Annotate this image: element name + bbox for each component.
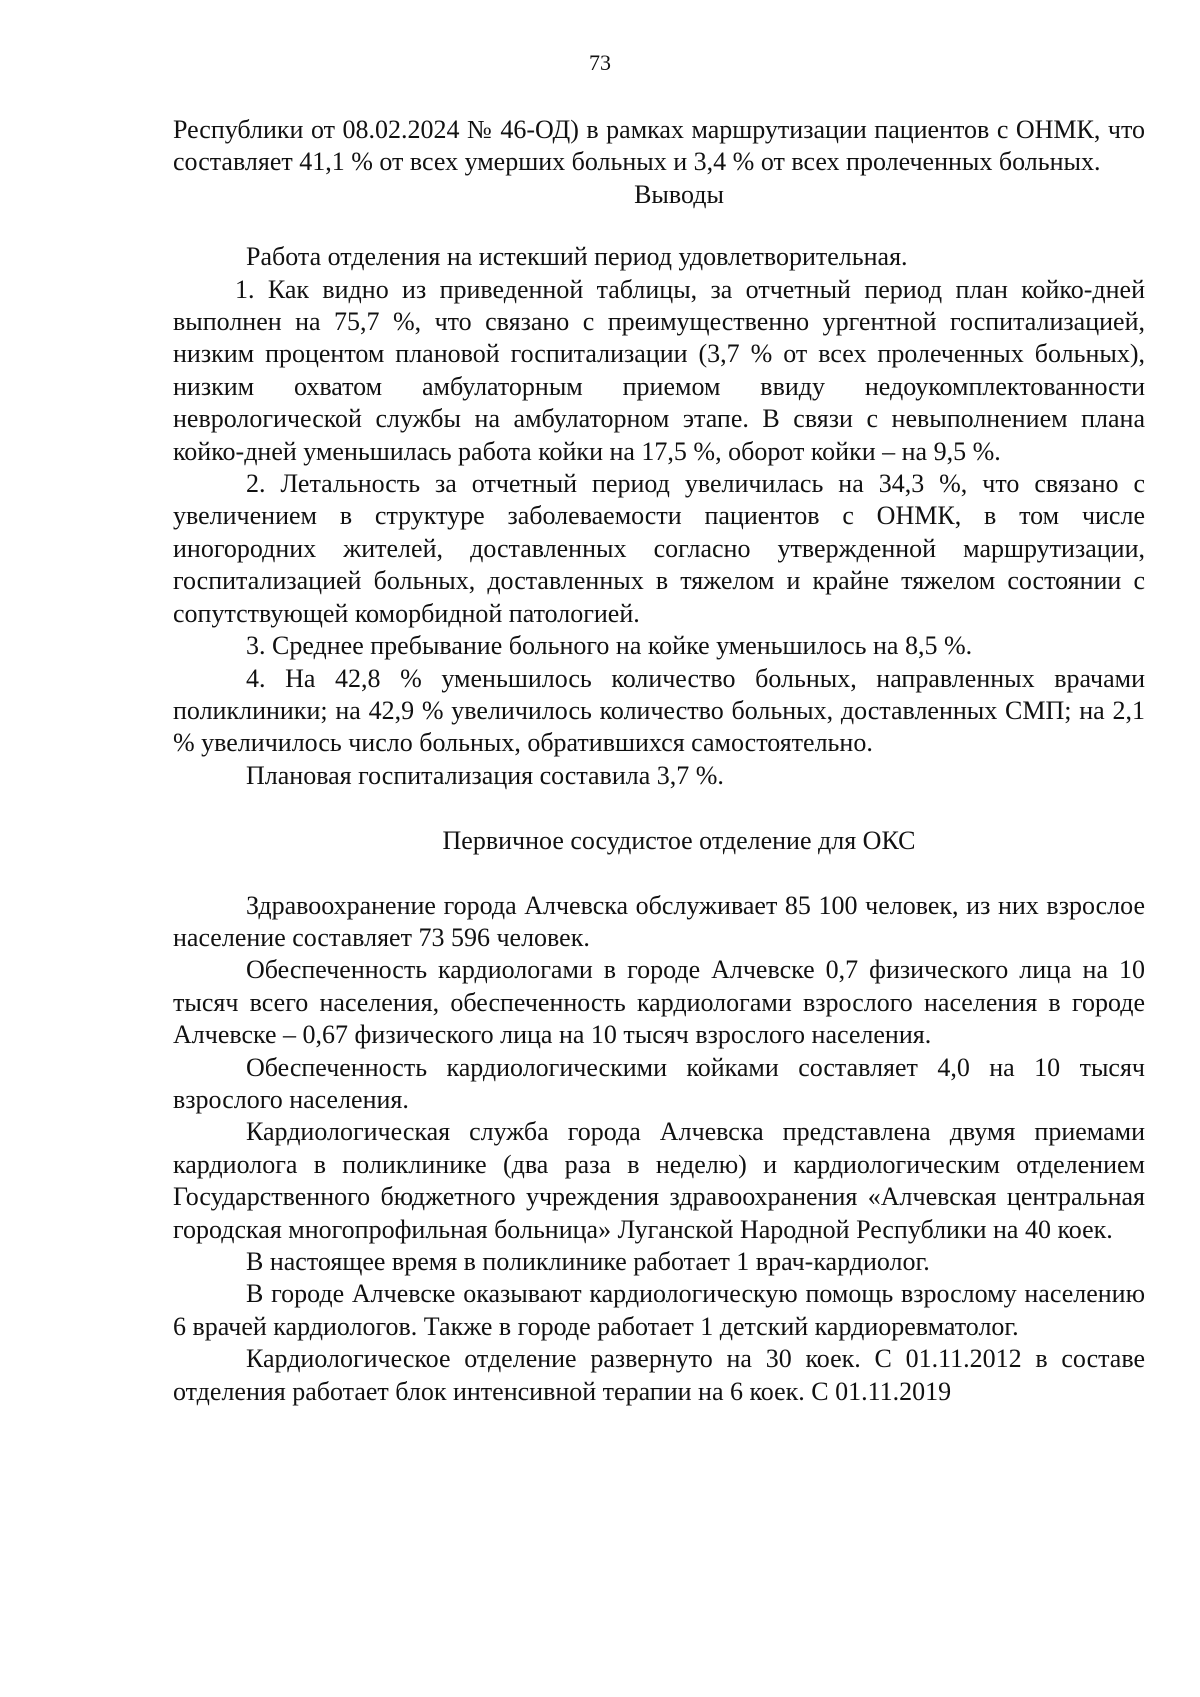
conclusion-planned: Плановая госпитализация составила 3,7 %. [246, 760, 724, 790]
oks-paragraph-population: Здравоохранение города Алчевска обслуживает 85 100 человек, из них взрослое население составляет 73 596 человек. [173, 890, 1145, 952]
conclusion-item-1: 1. Как видно из приведенной таблицы, за отчетный период план койко-дней выполнен на 75,7 %, что связано с преимущественно ургентной госпитализацией, низким процентом плановой госпитализации (3,7 % от всех пролеченных больных), низким охватом амбулаторным приемом ввиду недоукомплектованности неврологической службы на амбулаторном этапе. В связи с невыполнением плана койко-дней уменьшилась работа койки на 17,5 %, оборот койки – на 9,5 %. [173, 274, 1145, 466]
heading-oks: Первичное сосудистое отделение для ОКС [442, 826, 916, 856]
conclusion-intro: Работа отделения на истекший период удовлетворительная. [246, 242, 908, 272]
oks-paragraph-polyclinic: В настоящее время в поликлинике работает 1 врач-кардиолог. [246, 1247, 930, 1276]
oks-paragraph-beds: Обеспеченность кардиологическими койками составляет 4,0 на 10 тысяч взрослого населения. [173, 1052, 1145, 1114]
conclusion-item-4: 4. На 42,8 % уменьшилось количество больных, направленных врачами поликлиники; на 42,9 % увеличилось количество больных, доставленных СМП; на 2,1 % увеличилось число больных, обратившихся самостоятельно. [173, 663, 1145, 758]
oks-paragraph-department: Кардиологическое отделение развернуто на 30 коек. С 01.11.2012 в составе отделения работает блок интенсивной терапии на 6 коек. С 01.11.2019 [173, 1344, 1145, 1406]
document-body [173, 114, 1145, 1408]
paragraph-continuation: Республики от 08.02.2024 № 46-ОД) в рамках маршрутизации пациентов с ОНМК, что составляет 41,1 % от всех умерших больных и 3,4 % от всех пролеченных больных. [173, 115, 1145, 177]
oks-paragraph-cardiologists: Обеспеченность кардиологами в городе Алчевске 0,7 физического лица на 10 тысяч всего населения, обеспеченность кардиологами взрослого населения в городе Алчевске – 0,67 физического лица на 10 тысяч взрослого населения. [173, 955, 1145, 1050]
page-number: 73 [589, 50, 611, 75]
conclusion-item-2: 2. Летальность за отчетный период увеличилась на 34,3 %, что связано с увеличением в структуре заболеваемости пациентов с ОНМК, в том числе иногородних жителей, доставленных согласно утвержденной маршрутизации, госпитализацией больных, доставленных в тяжелом и крайне тяжелом состоянии с сопутствующей коморбидной патологией. [173, 469, 1145, 628]
oks-paragraph-doctors: В городе Алчевске оказывают кардиологическую помощь взрослому населению 6 врачей кардиологов. Также в городе работает 1 детский кардиоревматолог. [173, 1279, 1145, 1341]
heading-conclusions: Выводы [634, 179, 724, 209]
oks-paragraph-service: Кардиологическая служба города Алчевска представлена двумя приемами кардиолога в поликлинике (два раза в неделю) и кардиологическим отделением Государственного бюджетного учреждения здравоохранения «Алчевская центральная городская многопрофильная больница» Луганской Народной Республики на 40 коек. [173, 1117, 1145, 1244]
conclusion-item-3: 3. Среднее пребывание больного на койке уменьшилось на 8,5 %. [246, 631, 973, 661]
